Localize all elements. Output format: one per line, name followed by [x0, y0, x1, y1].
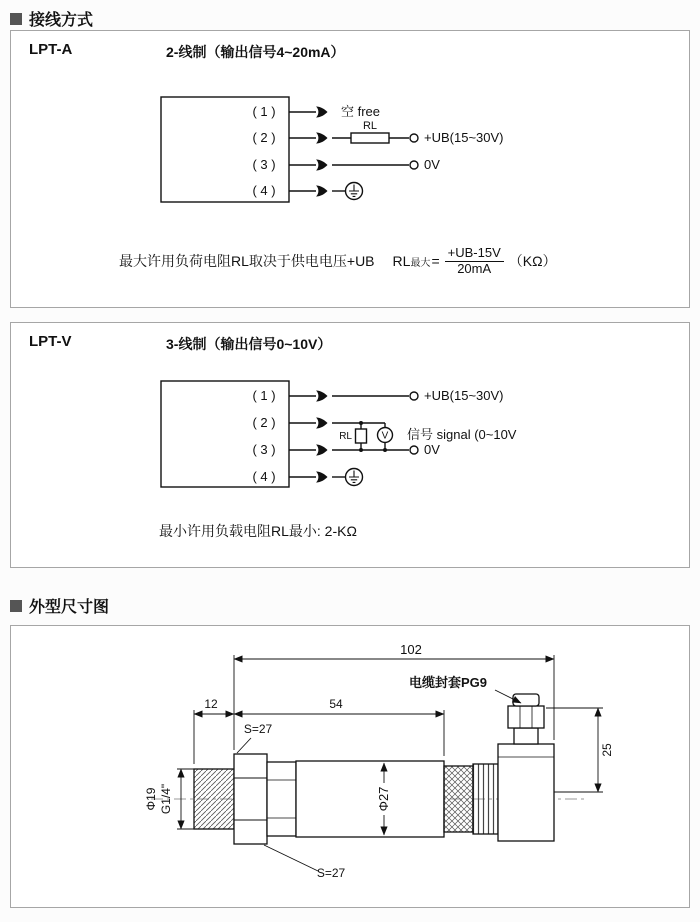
ground-symbol	[346, 183, 363, 200]
formula-denominator: 20mA	[457, 260, 492, 276]
thread-spec-label: G1/4"	[159, 783, 173, 815]
terminal-label-3: ( 3 )	[252, 157, 276, 172]
cable-gland-label: 电缆封套PG9	[409, 675, 488, 690]
formula-numerator: +UB-15V	[445, 246, 504, 262]
zero-volt-label: 0V	[424, 157, 440, 172]
terminal-label-4: ( 4 )	[252, 183, 276, 198]
threaded-stub	[194, 769, 234, 829]
plug-contact-icons	[316, 107, 328, 197]
ground-symbol	[346, 469, 363, 486]
terminal-label-2: ( 2 )	[252, 130, 276, 145]
lptv-note-text: 最小许用负载电阻RL最小: 2-KΩ	[159, 523, 357, 539]
zero-volt-terminal	[410, 161, 418, 169]
zero-volt-terminal	[410, 446, 418, 454]
section-heading-wiring	[10, 7, 93, 30]
terminal-label-3: ( 3 )	[252, 442, 276, 457]
ub-terminal	[410, 392, 418, 400]
s27-top-leader	[237, 738, 251, 753]
formula-lhs: RL	[392, 253, 411, 270]
pin1-free-label: 空 free	[341, 104, 381, 119]
lpta-note-text: 最大许用负荷电阻RL取决于供电电压+UB	[119, 253, 375, 270]
ub-label: +UB(15~30V)	[424, 130, 504, 145]
square-bullet-icon	[10, 600, 22, 612]
connector-body	[498, 744, 554, 841]
load-resistor	[356, 429, 367, 443]
collar	[267, 762, 296, 836]
dia-19-label: Φ19	[144, 787, 158, 811]
formula-equals: =	[431, 253, 440, 270]
section-heading-dimensions	[10, 594, 109, 617]
signal-label: 信号 signal (0~10V	[407, 427, 517, 442]
zero-volt-label: 0V	[424, 442, 440, 457]
rl-resistor-label: RL	[362, 120, 378, 132]
gland-cap	[513, 694, 539, 706]
gland-neck	[514, 728, 538, 744]
terminal-label-1: ( 1 )	[252, 388, 276, 403]
s27-bottom-label: S=27	[316, 866, 346, 880]
junction-dot	[359, 448, 363, 452]
dia-27-label: Φ27	[376, 786, 391, 812]
ub-terminal	[410, 134, 418, 142]
terminal-label-1: ( 1 )	[252, 104, 276, 119]
lptv-wiring	[161, 381, 418, 487]
lpta-formula	[393, 246, 557, 277]
lpta-model-label: LPT-A	[29, 41, 73, 58]
square-bullet-icon	[10, 13, 22, 25]
dim-12-label: 12	[204, 697, 218, 711]
lptv-wiring-panel	[10, 322, 690, 568]
lptv-circuit-diagram	[11, 373, 689, 498]
dimension-panel	[10, 625, 690, 908]
lptv-subtitle: 3-线制（输出信号0~10V）	[166, 336, 332, 352]
terminal-label-4: ( 4 )	[252, 469, 276, 484]
voltmeter-label: V	[381, 430, 389, 442]
terminal-label-2: ( 2 )	[252, 415, 276, 430]
dim-25-label: 25	[600, 743, 614, 757]
load-resistor	[351, 133, 389, 143]
knurled-section	[444, 766, 473, 832]
sensor-body-outline	[194, 694, 554, 844]
formula-unit: （KΩ）	[508, 253, 557, 270]
lpta-circuit-diagram	[11, 91, 689, 216]
junction-dot	[383, 448, 387, 452]
lpta-note-row	[119, 246, 557, 277]
lpta-wiring-panel	[10, 30, 690, 308]
s27-top-label: S=27	[243, 722, 273, 736]
dimension-drawing	[11, 626, 689, 907]
lptv-model-label: LPT-V	[29, 333, 72, 350]
lptv-note-row	[159, 521, 357, 541]
main-cylinder	[296, 761, 444, 837]
cable-gland	[508, 706, 544, 728]
plug-contact-icons	[316, 391, 328, 483]
dim-54-label: 54	[329, 697, 343, 711]
lpta-subtitle: 2-线制（输出信号4~20mA）	[166, 44, 345, 60]
s27-bottom-leader	[264, 845, 318, 871]
hex-nut	[234, 754, 267, 844]
dim-102-label: 102	[400, 642, 422, 657]
ub-label: +UB(15~30V)	[424, 388, 504, 403]
rl-resistor-label: RL	[339, 431, 352, 442]
formula-fraction	[445, 246, 504, 277]
dimension-section-title: 外型尺寸图	[29, 599, 110, 616]
ribbed-section	[473, 764, 498, 834]
formula-subscript: 最大	[410, 257, 431, 269]
junction-dot	[359, 421, 363, 425]
wiring-section-title: 接线方式	[29, 12, 94, 29]
